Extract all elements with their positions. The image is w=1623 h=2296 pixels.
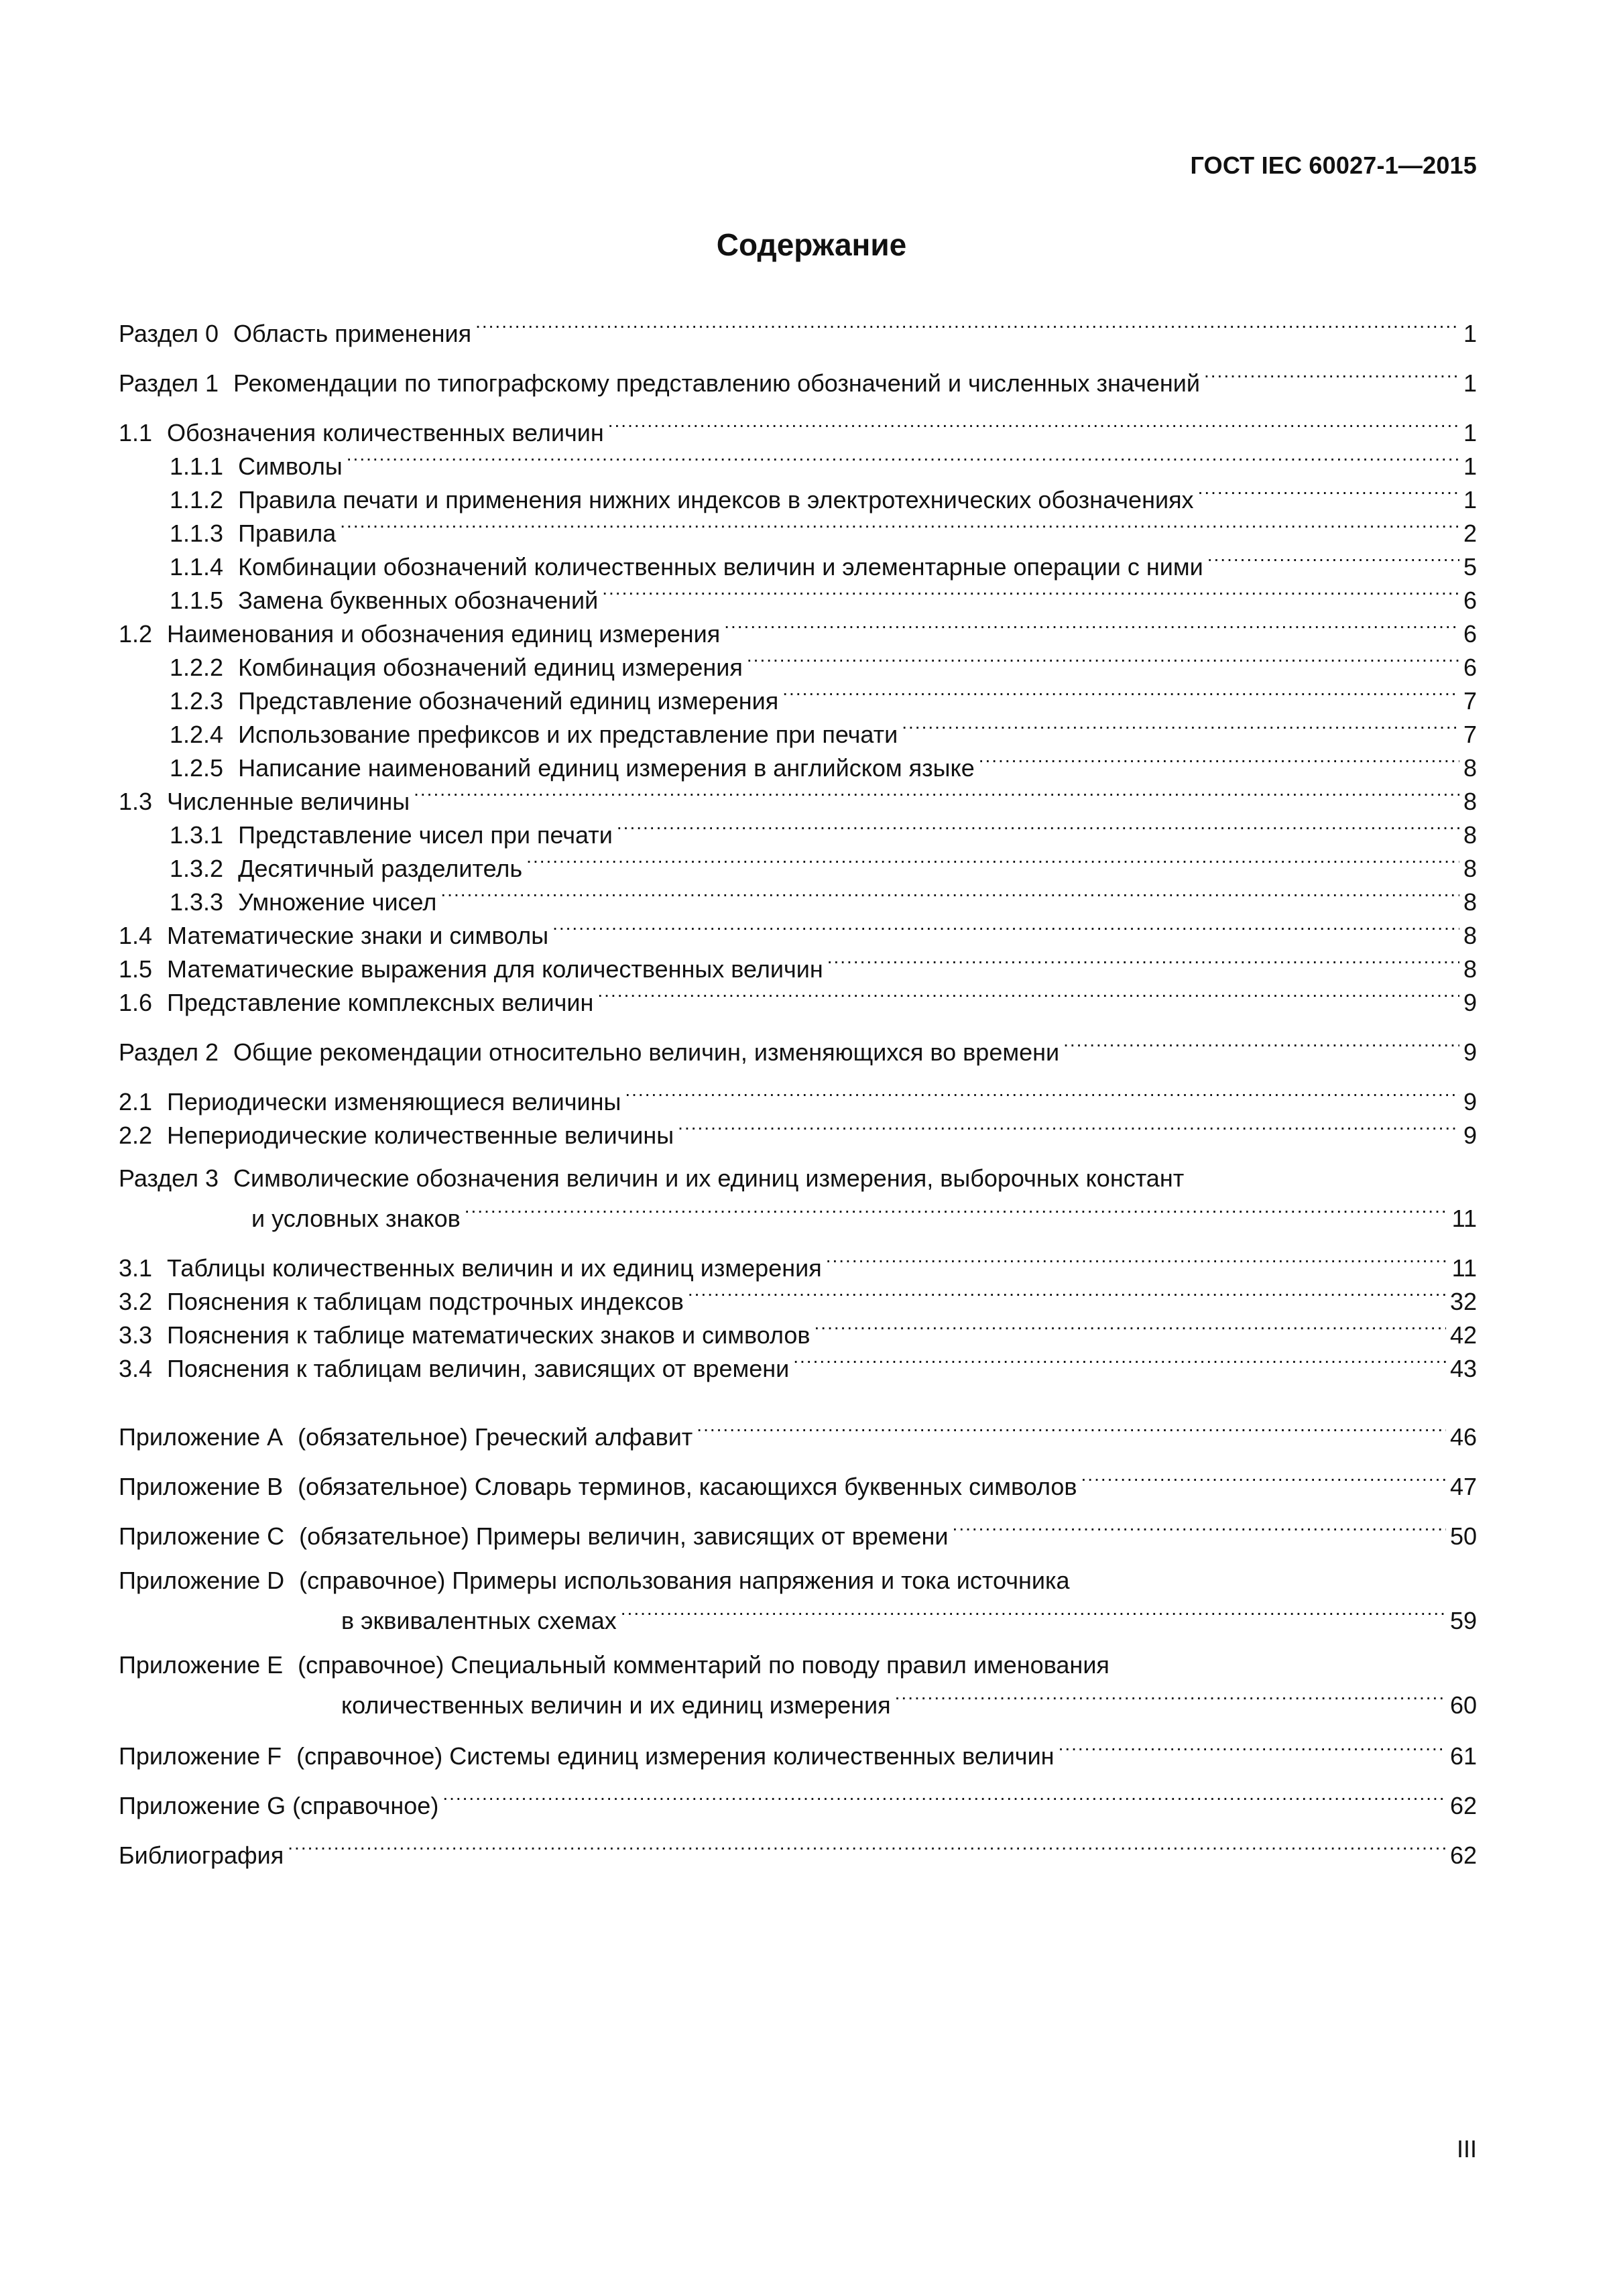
toc-entry[interactable] <box>170 445 1477 480</box>
toc-leader <box>724 613 1459 642</box>
toc-entry-title: Библиография <box>119 1841 284 1869</box>
toc-entry-page: 47 <box>1449 1473 1477 1500</box>
toc-entry-page: 50 <box>1449 1522 1477 1550</box>
toc-entry[interactable] <box>119 312 1477 347</box>
toc-entry[interactable] <box>170 814 1477 849</box>
toc-entry-page: 9 <box>1463 989 1477 1016</box>
toc-leader <box>440 881 1459 910</box>
toc-entry[interactable] <box>119 1735 1477 1770</box>
toc-entry[interactable] <box>119 412 1477 446</box>
toc-entry-number: 3.3 <box>119 1321 153 1349</box>
toc-entry[interactable] <box>170 479 1477 513</box>
toc-entry-page: 61 <box>1449 1742 1477 1770</box>
toc-entry[interactable] <box>170 680 1477 715</box>
toc-leader <box>1204 362 1459 391</box>
toc-entry-page: 8 <box>1463 955 1477 983</box>
toc-entry-number: Приложение F <box>119 1742 282 1770</box>
toc-entry-page: 11 <box>1451 1205 1477 1232</box>
toc-entry-page: 43 <box>1449 1355 1477 1382</box>
toc-entry[interactable] <box>119 1031 1477 1066</box>
toc-entry-number: 1.4 <box>119 922 153 949</box>
toc-entry-page: 8 <box>1463 754 1477 782</box>
toc-entry-number: 1.3.2 <box>170 855 224 882</box>
toc-entry-title: Пояснения к таблицам величин, зависящих от времени <box>167 1355 790 1382</box>
toc-entry-title: (справочное) Специальный комментарий по поводу правил именования <box>298 1651 1109 1679</box>
toc-title: Содержание <box>716 227 907 262</box>
toc-entry-title: Десятичный разделитель <box>238 855 523 882</box>
toc-entry-number: 1.1.1 <box>170 452 224 480</box>
toc-entry[interactable] <box>170 847 1477 882</box>
toc-entry-title: Использование префиксов и их представление при печати <box>238 721 898 748</box>
toc-entry-number: 3.4 <box>119 1355 153 1382</box>
toc-entry-title: Непериодические количественные величины <box>167 1122 674 1149</box>
toc-entry-title: Общие рекомендации относительно величин, изменяющихся во времени <box>233 1038 1060 1066</box>
toc-entry-title: Пояснения к таблице математических знаков и символов <box>167 1321 810 1349</box>
toc-entry-number: 1.1.4 <box>170 553 224 581</box>
toc-entry-title: Правила <box>238 520 337 547</box>
toc-leader <box>475 312 1459 342</box>
toc-entry-number: 1.2.3 <box>170 687 224 715</box>
toc-entry[interactable] <box>119 948 1477 983</box>
toc-entry-number: Раздел 2 <box>119 1038 219 1066</box>
toc-entry-title: (обязательное) Примеры величин, зависящих от времени <box>299 1522 949 1550</box>
toc-entry-number: 1.2 <box>119 620 153 648</box>
toc-entry-continuation[interactable] <box>341 1684 1477 1719</box>
toc-leader <box>826 1247 1448 1276</box>
toc-leader <box>815 1314 1446 1343</box>
toc-entry-number: 1.6 <box>119 989 153 1016</box>
toc-entry[interactable] <box>119 1465 1477 1500</box>
toc-entry[interactable] <box>119 1347 1477 1382</box>
toc-entry-number: Приложение G <box>119 1792 286 1819</box>
toc-entry-number: Приложение B <box>119 1473 284 1500</box>
toc-entry[interactable] <box>119 1650 1477 1680</box>
toc-leader <box>1081 1465 1446 1495</box>
toc-leader <box>625 1081 1459 1110</box>
toc-entry-page: 7 <box>1463 721 1477 748</box>
toc-leader <box>442 1785 1446 1814</box>
toc-entry-page: 8 <box>1463 821 1477 849</box>
toc-entry-number: 1.1.2 <box>170 486 224 513</box>
toc-entry-page: 6 <box>1463 654 1477 681</box>
toc-entry[interactable] <box>170 646 1477 681</box>
toc-entry-title: Математические выражения для количественных величин <box>167 955 823 983</box>
toc-entry-number: Приложение D <box>119 1567 285 1594</box>
toc-entry-title: (справочное) <box>292 1792 439 1819</box>
toc-entry-page: 2 <box>1463 520 1477 547</box>
standard-code: ГОСТ IEC 60027-1—2015 <box>1190 152 1477 179</box>
toc-entry-title: Написание наименований единиц измерения в английском языке <box>238 754 975 782</box>
toc-entry-page: 1 <box>1463 419 1477 446</box>
toc-entry-page: 46 <box>1449 1423 1477 1451</box>
toc-entry-number: 1.1 <box>119 419 153 446</box>
toc-entry-number: Раздел 1 <box>119 369 219 397</box>
toc-leader <box>414 780 1459 810</box>
toc-entry-page: 59 <box>1449 1607 1477 1634</box>
toc-leader <box>340 512 1459 542</box>
toc-leader <box>608 412 1459 441</box>
toc-leader <box>678 1114 1459 1144</box>
toc-entry[interactable] <box>119 362 1477 397</box>
toc-leader <box>979 747 1459 776</box>
toc-entry-title: Численные величины <box>167 788 410 815</box>
toc-entry-title-continuation: и условных знаков <box>251 1205 461 1232</box>
toc-leader <box>552 914 1459 944</box>
toc-entry-page: 62 <box>1449 1792 1477 1819</box>
toc-entry-title: (справочное) Системы единиц измерения количественных величин <box>296 1742 1055 1770</box>
toc-entry-page: 7 <box>1463 687 1477 715</box>
toc-leader <box>827 948 1459 977</box>
toc-entry[interactable] <box>170 579 1477 614</box>
toc-entry[interactable] <box>119 1314 1477 1349</box>
toc-entry-page: 62 <box>1449 1841 1477 1869</box>
toc-entry-number: 1.3.1 <box>170 821 224 849</box>
table-of-contents <box>119 0 1477 2296</box>
toc-entry-page: 8 <box>1463 788 1477 815</box>
toc-entry-title: Представление комплексных величин <box>167 989 594 1016</box>
toc-entry-page: 8 <box>1463 855 1477 882</box>
toc-entry-page: 9 <box>1463 1088 1477 1115</box>
toc-entry-title: Пояснения к таблицам подстрочных индексов <box>167 1288 684 1315</box>
toc-entry[interactable] <box>170 512 1477 547</box>
toc-entry-number: 2.2 <box>119 1122 153 1149</box>
toc-leader <box>793 1347 1446 1377</box>
toc-entry-number: 1.1.3 <box>170 520 224 547</box>
toc-entry[interactable] <box>119 1834 1477 1869</box>
toc-entry-page: 5 <box>1463 553 1477 581</box>
toc-entry[interactable] <box>119 1164 1477 1193</box>
toc-entry[interactable] <box>170 713 1477 748</box>
toc-leader <box>1063 1031 1459 1061</box>
toc-leader <box>602 579 1459 609</box>
toc-entry-title: Представление обозначений единиц измерения <box>238 687 779 715</box>
toc-entry-page: 1 <box>1463 369 1477 397</box>
toc-entry[interactable] <box>119 914 1477 949</box>
toc-entry-title: Обозначения количественных величин <box>167 419 604 446</box>
toc-entry-title-continuation: в эквивалентных схемах <box>341 1607 617 1634</box>
toc-entry[interactable] <box>170 747 1477 782</box>
toc-entry[interactable] <box>119 613 1477 648</box>
toc-entry[interactable] <box>119 1515 1477 1550</box>
toc-leader <box>697 1416 1446 1445</box>
toc-entry-page: 1 <box>1463 320 1477 347</box>
toc-entry-number: Приложение E <box>119 1651 284 1679</box>
toc-entry-page: 32 <box>1449 1288 1477 1315</box>
toc-entry[interactable] <box>119 1114 1477 1149</box>
toc-entry[interactable] <box>119 780 1477 815</box>
toc-entry-page: 8 <box>1463 922 1477 949</box>
toc-entry-title: (обязательное) Словарь терминов, касающихся буквенных символов <box>298 1473 1077 1500</box>
toc-entry-title: Замена буквенных обозначений <box>238 587 599 614</box>
toc-leader <box>597 981 1459 1011</box>
toc-leader <box>1059 1735 1446 1764</box>
toc-entry-title-continuation: количественных величин и их единиц измерения <box>341 1691 891 1719</box>
toc-entry[interactable] <box>119 1785 1477 1819</box>
toc-entry[interactable] <box>119 981 1477 1016</box>
toc-entry[interactable] <box>119 1566 1477 1595</box>
toc-entry-continuation[interactable] <box>341 1599 1477 1634</box>
toc-leader <box>526 847 1459 877</box>
toc-entry-title: Наименования и обозначения единиц измерения <box>167 620 721 648</box>
toc-entry-title: Умножение чисел <box>238 888 437 916</box>
toc-entry-number: Раздел 3 <box>119 1164 219 1192</box>
toc-entry-title: (обязательное) Греческий алфавит <box>298 1423 693 1451</box>
toc-leader <box>347 445 1459 475</box>
toc-entry-title: Область применения <box>233 320 472 347</box>
toc-entry-page: 6 <box>1463 587 1477 614</box>
toc-entry-page: 1 <box>1463 452 1477 480</box>
toc-entry[interactable] <box>119 1247 1477 1282</box>
toc-entry-title: Комбинация обозначений единиц измерения <box>238 654 743 681</box>
toc-entry-page: 11 <box>1451 1254 1477 1282</box>
toc-leader <box>1198 479 1459 508</box>
toc-entry-title: Представление чисел при печати <box>238 821 613 849</box>
toc-entry[interactable] <box>119 1280 1477 1315</box>
toc-leader <box>617 814 1459 843</box>
toc-entry-number: 3.1 <box>119 1254 153 1282</box>
toc-leader <box>782 680 1459 709</box>
toc-leader <box>688 1280 1446 1310</box>
toc-entry-number: 2.1 <box>119 1088 153 1115</box>
toc-entry-title: Периодически изменяющиеся величины <box>167 1088 621 1115</box>
toc-entry-title: Комбинации обозначений количественных величин и элементарные операции с ними <box>238 553 1203 581</box>
toc-entry-title: (справочное) Примеры использования напряжения и тока источника <box>299 1567 1070 1594</box>
toc-leader <box>747 646 1459 676</box>
toc-entry-title: Правила печати и применения нижних индексов в электротехнических обозначениях <box>238 486 1194 513</box>
toc-entry-title: Символические обозначения величин и их единиц измерения, выборочных констант <box>233 1164 1185 1192</box>
toc-leader <box>1207 546 1459 575</box>
toc-entry-number: 1.3 <box>119 788 153 815</box>
toc-entry-title: Таблицы количественных величин и их единиц измерения <box>167 1254 822 1282</box>
toc-entry-page: 9 <box>1463 1038 1477 1066</box>
toc-entry[interactable] <box>119 1416 1477 1451</box>
toc-leader <box>288 1834 1446 1864</box>
toc-entry-number: 1.1.5 <box>170 587 224 614</box>
toc-entry-number: Раздел 0 <box>119 320 219 347</box>
toc-entry-number: 1.3.3 <box>170 888 224 916</box>
toc-entry[interactable] <box>170 881 1477 916</box>
toc-entry-number: 1.2.5 <box>170 754 224 782</box>
toc-entry-page: 42 <box>1449 1321 1477 1349</box>
toc-leader <box>621 1599 1446 1629</box>
toc-entry-page: 6 <box>1463 620 1477 648</box>
toc-entry-title: Математические знаки и символы <box>167 922 549 949</box>
toc-entry-number: Приложение C <box>119 1522 285 1550</box>
toc-leader <box>465 1197 1448 1227</box>
toc-leader <box>902 713 1459 743</box>
toc-entry-title: Рекомендации по типографскому представлению обозначений и численных значений <box>233 369 1200 397</box>
toc-entry[interactable] <box>119 1081 1477 1115</box>
toc-entry-page: 60 <box>1449 1691 1477 1719</box>
toc-entry-title: Символы <box>238 452 343 480</box>
toc-entry-number: Приложение A <box>119 1423 284 1451</box>
toc-entry-number: 1.5 <box>119 955 153 983</box>
toc-entry-page: 8 <box>1463 888 1477 916</box>
page-number: III <box>1456 2135 1477 2163</box>
toc-entry-number: 3.2 <box>119 1288 153 1315</box>
toc-leader <box>895 1684 1446 1713</box>
toc-entry-number: 1.2.4 <box>170 721 224 748</box>
toc-entry-page: 1 <box>1463 486 1477 513</box>
toc-entry-page: 9 <box>1463 1122 1477 1149</box>
toc-entry-number: 1.2.2 <box>170 654 224 681</box>
toc-leader <box>953 1515 1446 1545</box>
toc-entry[interactable] <box>170 546 1477 581</box>
toc-entry-continuation[interactable] <box>251 1197 1477 1232</box>
